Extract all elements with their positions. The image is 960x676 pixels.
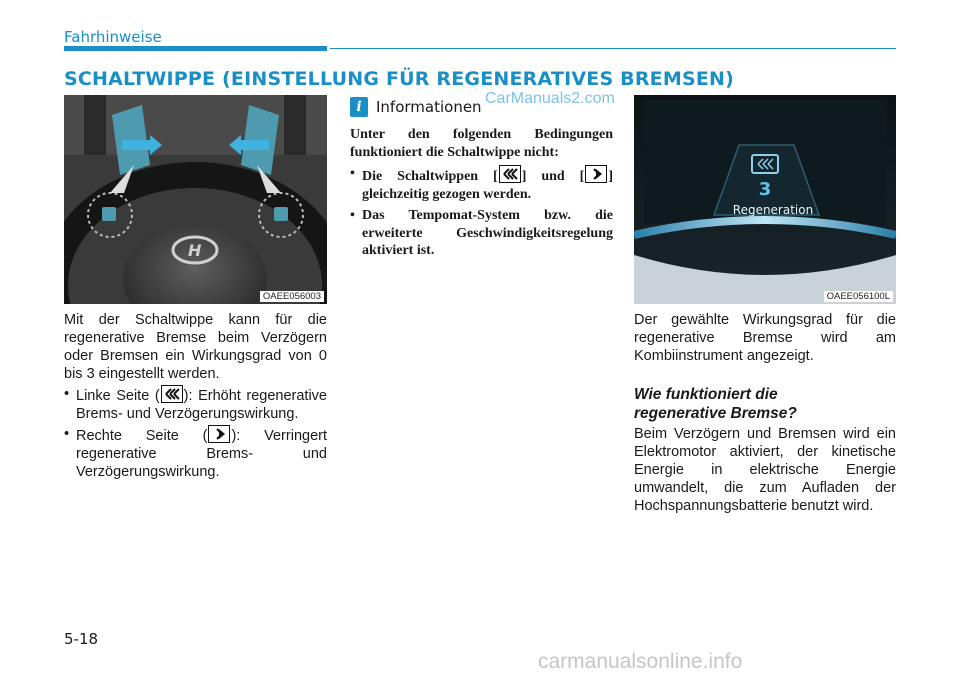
bullet-text: ] und [ (521, 169, 585, 184)
section-label: Fahrhinweise (64, 28, 162, 46)
left-column-text (64, 311, 327, 481)
cluster-display-image (634, 95, 896, 304)
paddle-right-icon (585, 165, 607, 183)
paddle-right-icon (208, 425, 230, 443)
regeneration-level: 3 (758, 179, 772, 200)
bullet-text: ] gleichzeitig gezogen werden. (362, 169, 613, 202)
steering-wheel-image (64, 95, 327, 304)
subheading-line: regenerative Bremse? (634, 405, 797, 422)
info-icon: i (350, 97, 368, 117)
subheading-line: Wie funktioniert die (634, 386, 778, 403)
list-item (350, 165, 613, 203)
right-column-para1: Der gewählte Wirkungsgrad für die regenerative Bremse wird am Kombiinstrument angezeigt. (634, 312, 896, 364)
page-number: 5-18 (64, 630, 99, 648)
bullet-text: ): Erhöht regenerative Brems- und Verzögerungswirkung. (76, 388, 327, 422)
regeneration-label: Regeneration (732, 203, 814, 217)
svg-text:H: H (188, 241, 202, 260)
info-intro: Unter den folgenden Bedingungen funktioniert die Schaltwippe nicht: (350, 127, 613, 160)
intro-paragraph: Mit der Schaltwippe kann für die regenerative Bremse beim Verzögern oder Bremsen ein Wirkungsgrad von 0 bis 3 eingestellt werden. (64, 312, 327, 382)
subheading (634, 385, 797, 423)
list-item (64, 385, 327, 423)
paddle-left-icon (161, 385, 183, 403)
bullet-text: Linke Seite ( (76, 388, 160, 404)
info-title: Informationen (376, 98, 482, 116)
watermark: CarManuals2.com (485, 90, 615, 107)
list-item: • Das Tempomat-System bzw. die erweiterte Geschwindigkeitsregelung aktiviert ist. (350, 207, 613, 260)
header-bar (64, 46, 327, 51)
bullet-text: Rechte Seite ( (76, 428, 208, 444)
info-box (350, 96, 613, 260)
info-body (350, 126, 613, 260)
footer-watermark: carmanualsonline.info (538, 650, 743, 673)
list-item (64, 425, 327, 481)
figure-caption: OAEE056100L (824, 291, 893, 302)
header-rule (330, 48, 896, 49)
paddle-left-icon (499, 165, 521, 183)
right-column-para2: Beim Verzögern und Bremsen wird ein Elektromotor aktiviert, der kinetische Energie in elektrische Energie umwandelt, die zum Aufladen der Hochspannungsbatterie benutzt wird. (634, 426, 896, 514)
bullet-text: ): Verringert regenerative Brems- und Verzögerungswirkung. (76, 428, 327, 480)
page-title: SCHALTWIPPE (EINSTELLUNG FÜR REGENERATIVES BREMSEN) (64, 68, 734, 90)
bullet-text: Die Schaltwippen [ (362, 169, 498, 184)
figure-caption: OAEE056003 (260, 291, 324, 302)
